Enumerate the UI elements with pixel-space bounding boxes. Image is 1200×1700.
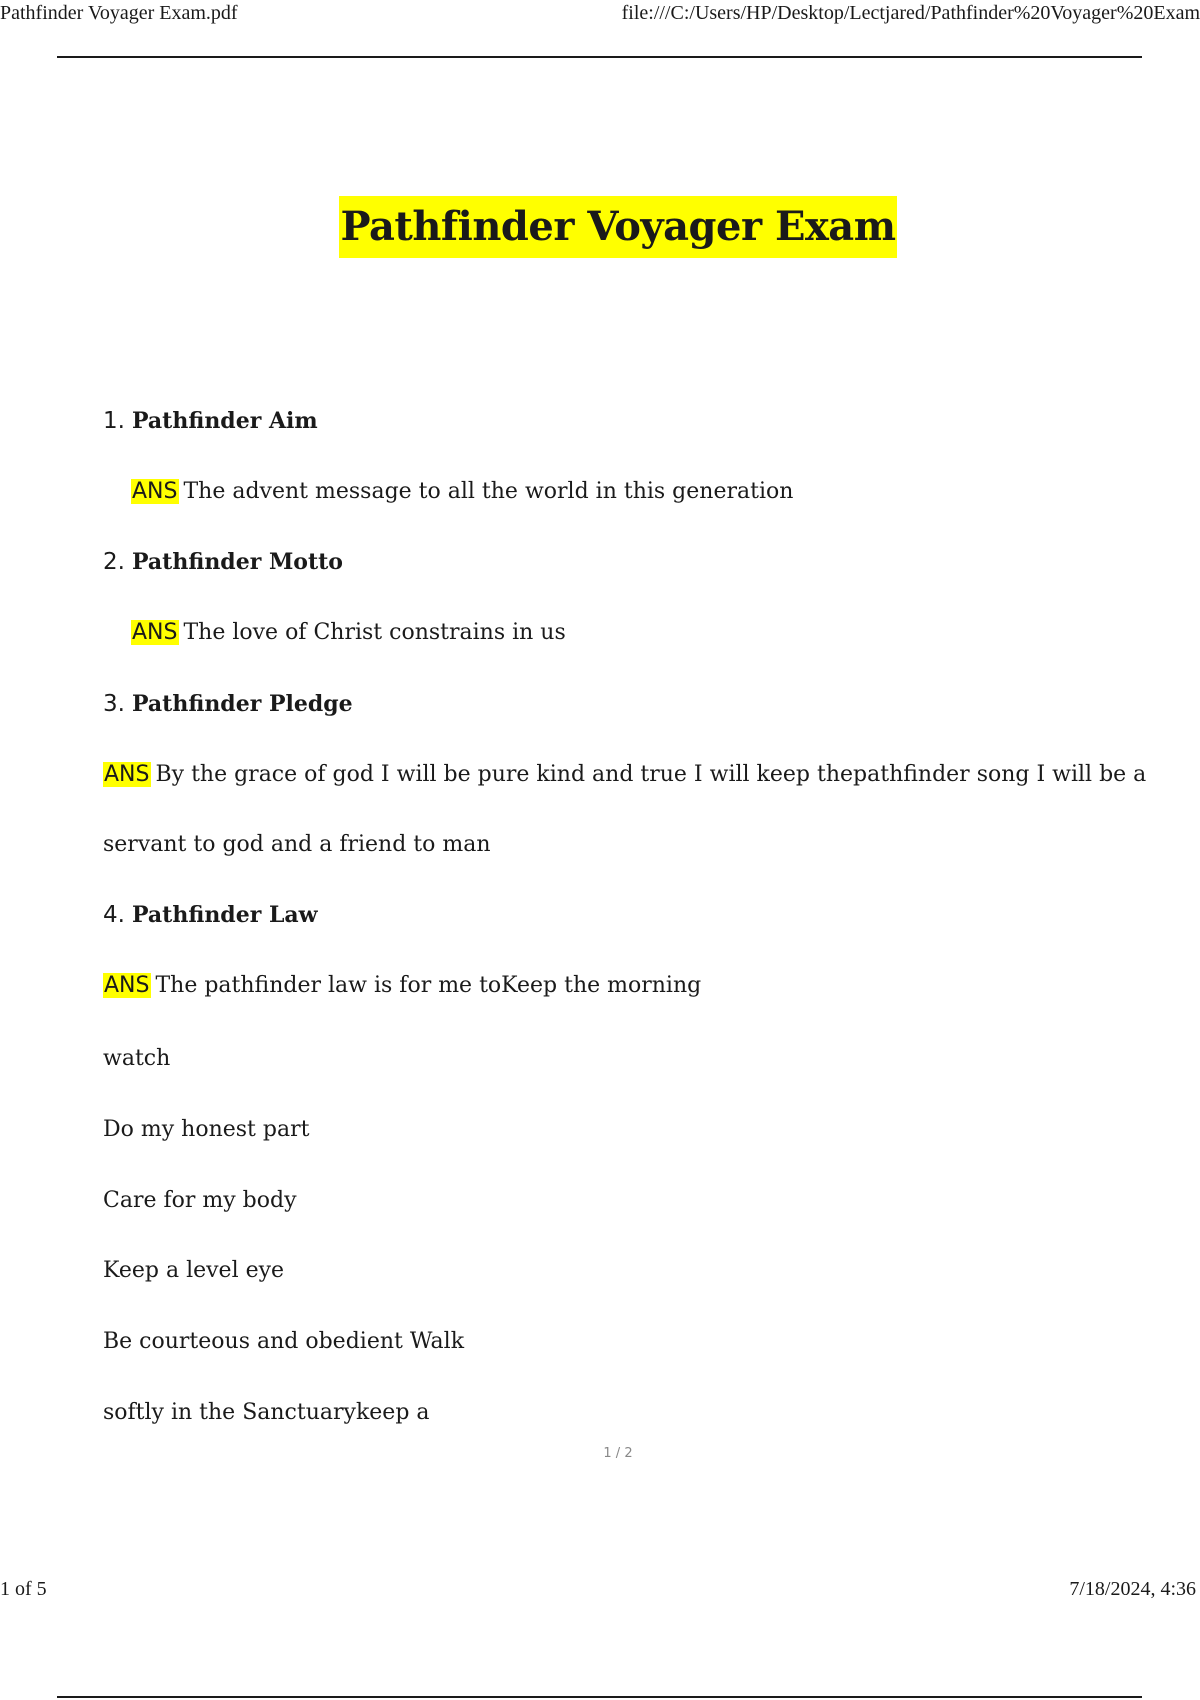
answer-continuation: softly in the Sanctuarykeep a [103,1400,430,1425]
question-4 [103,900,318,931]
question-text: Pathfinder Law [131,902,318,928]
answer-text: By the grace of god I will be pure kind and true I will keep thepathfinder song I will be a [155,762,1147,787]
answer-continuation: Be courteous and obedient Walk [103,1329,465,1354]
page-indicator: 1 / 2 [603,1446,633,1461]
question-3 [103,689,353,720]
question-number: 1. [103,408,125,434]
page-title: Pathfinder Voyager Exam [339,196,896,258]
answer-continuation: Care for my body [103,1188,297,1213]
page-title-wrapper [0,196,1200,258]
answer-continuation: watch [103,1046,171,1071]
page-count: 1 of 5 [0,1578,47,1600]
ans-label: ANS [132,479,178,504]
answer-continuation: Keep a level eye [103,1258,285,1283]
footer-divider [57,1696,1142,1698]
document-filename: Pathfinder Voyager Exam.pdf [0,2,238,24]
answer-2 [131,618,566,648]
ans-label: ANS [104,973,150,998]
question-number: 3. [103,691,125,717]
ans-label: ANS [104,762,150,787]
question-text: Pathfinder Pledge [131,691,353,717]
question-2 [103,547,343,578]
question-number: 4. [103,902,125,928]
answer-continuation: Do my honest part [103,1117,310,1142]
question-text: Pathfinder Motto [131,549,343,575]
answer-1 [131,477,793,507]
question-text: Pathfinder Aim [131,408,318,434]
print-datetime: 7/18/2024, 4:36 [1069,1578,1196,1600]
answer-text: The pathfinder law is for me toKeep the morning [155,973,702,998]
answer-text: The advent message to all the world in this generation [183,479,794,504]
header-divider [57,56,1142,58]
question-number: 2. [103,549,125,575]
ans-label: ANS [132,620,178,645]
question-1 [103,406,318,437]
answer-text: The love of Christ constrains in us [183,620,566,645]
document-url: file:///C:/Users/HP/Desktop/Lectjared/Pathfinder%20Voyager%20Exam [621,2,1200,24]
answer-4 [103,971,701,1001]
answer-3 [103,760,1146,790]
answer-continuation: servant to god and a friend to man [103,832,491,857]
